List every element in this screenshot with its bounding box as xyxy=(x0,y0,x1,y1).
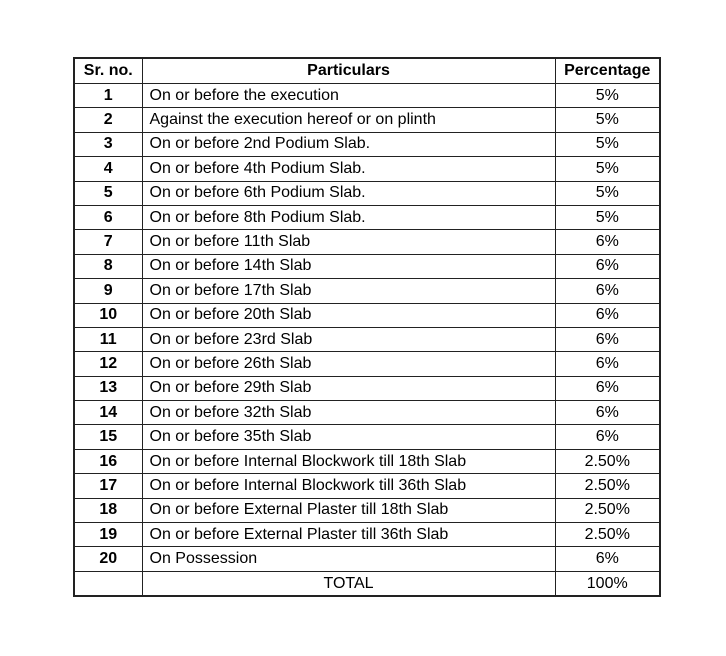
row-percentage: 6% xyxy=(555,547,660,571)
row-particulars: On or before Internal Blockwork till 36th Slab xyxy=(142,474,555,498)
total-label: TOTAL xyxy=(142,571,555,596)
row-percentage: 5% xyxy=(555,157,660,181)
row-sr-no: 8 xyxy=(74,254,142,278)
row-particulars: On Possession xyxy=(142,547,555,571)
table-row xyxy=(74,449,660,473)
row-sr-no: 11 xyxy=(74,327,142,351)
table-row xyxy=(74,303,660,327)
row-percentage: 5% xyxy=(555,84,660,108)
row-sr-no: 15 xyxy=(74,425,142,449)
table-row xyxy=(74,327,660,351)
row-sr-no: 9 xyxy=(74,279,142,303)
row-percentage: 6% xyxy=(555,401,660,425)
row-particulars: On or before the execution xyxy=(142,84,555,108)
row-percentage: 2.50% xyxy=(555,474,660,498)
row-sr-no: 12 xyxy=(74,352,142,376)
row-particulars: On or before 4th Podium Slab. xyxy=(142,157,555,181)
table-row xyxy=(74,498,660,522)
total-row xyxy=(74,571,660,596)
table-row xyxy=(74,157,660,181)
row-particulars: On or before 11th Slab xyxy=(142,230,555,254)
table-row xyxy=(74,230,660,254)
row-particulars: On or before External Plaster till 36th Slab xyxy=(142,523,555,547)
row-particulars: On or before External Plaster till 18th Slab xyxy=(142,498,555,522)
row-sr-no: 3 xyxy=(74,132,142,156)
table-row xyxy=(74,401,660,425)
table-row xyxy=(74,84,660,108)
table-row xyxy=(74,108,660,132)
row-particulars: On or before 8th Podium Slab. xyxy=(142,205,555,229)
row-particulars: On or before 20th Slab xyxy=(142,303,555,327)
row-sr-no: 6 xyxy=(74,205,142,229)
row-particulars: On or before 32th Slab xyxy=(142,401,555,425)
row-percentage: 5% xyxy=(555,205,660,229)
row-particulars: Against the execution hereof or on plinth xyxy=(142,108,555,132)
header-sr-no: Sr. no. xyxy=(74,58,142,84)
row-percentage: 6% xyxy=(555,327,660,351)
table-row xyxy=(74,279,660,303)
payment-schedule-table xyxy=(73,57,661,597)
row-particulars: On or before Internal Blockwork till 18th Slab xyxy=(142,449,555,473)
row-sr-no: 1 xyxy=(74,84,142,108)
row-sr-no: 19 xyxy=(74,523,142,547)
row-sr-no: 20 xyxy=(74,547,142,571)
row-particulars: On or before 14th Slab xyxy=(142,254,555,278)
row-sr-no: 10 xyxy=(74,303,142,327)
row-percentage: 5% xyxy=(555,132,660,156)
table-header-row xyxy=(74,58,660,84)
row-percentage: 6% xyxy=(555,230,660,254)
table-row xyxy=(74,376,660,400)
header-percentage: Percentage xyxy=(555,58,660,84)
row-particulars: On or before 23rd Slab xyxy=(142,327,555,351)
row-percentage: 6% xyxy=(555,279,660,303)
table-row xyxy=(74,205,660,229)
row-percentage: 6% xyxy=(555,352,660,376)
row-percentage: 2.50% xyxy=(555,498,660,522)
row-sr-no: 18 xyxy=(74,498,142,522)
table-row xyxy=(74,254,660,278)
row-particulars: On or before 6th Podium Slab. xyxy=(142,181,555,205)
table-row xyxy=(74,547,660,571)
table-row xyxy=(74,181,660,205)
row-particulars: On or before 35th Slab xyxy=(142,425,555,449)
row-sr-no: 4 xyxy=(74,157,142,181)
row-percentage: 6% xyxy=(555,376,660,400)
table-row xyxy=(74,132,660,156)
row-particulars: On or before 17th Slab xyxy=(142,279,555,303)
row-percentage: 5% xyxy=(555,181,660,205)
row-percentage: 6% xyxy=(555,303,660,327)
row-sr-no: 5 xyxy=(74,181,142,205)
row-percentage: 5% xyxy=(555,108,660,132)
row-percentage: 6% xyxy=(555,254,660,278)
header-particulars: Particulars xyxy=(142,58,555,84)
table-row xyxy=(74,425,660,449)
row-percentage: 6% xyxy=(555,425,660,449)
row-sr-no: 16 xyxy=(74,449,142,473)
row-particulars: On or before 2nd Podium Slab. xyxy=(142,132,555,156)
row-sr-no: 17 xyxy=(74,474,142,498)
total-percentage: 100% xyxy=(555,571,660,596)
table-row xyxy=(74,352,660,376)
row-sr-no: 14 xyxy=(74,401,142,425)
row-sr-no: 13 xyxy=(74,376,142,400)
row-particulars: On or before 29th Slab xyxy=(142,376,555,400)
row-particulars: On or before 26th Slab xyxy=(142,352,555,376)
row-percentage: 2.50% xyxy=(555,449,660,473)
row-sr-no: 7 xyxy=(74,230,142,254)
row-sr-no: 2 xyxy=(74,108,142,132)
table-row xyxy=(74,523,660,547)
row-percentage: 2.50% xyxy=(555,523,660,547)
total-sr-cell xyxy=(74,571,142,596)
table-row xyxy=(74,474,660,498)
